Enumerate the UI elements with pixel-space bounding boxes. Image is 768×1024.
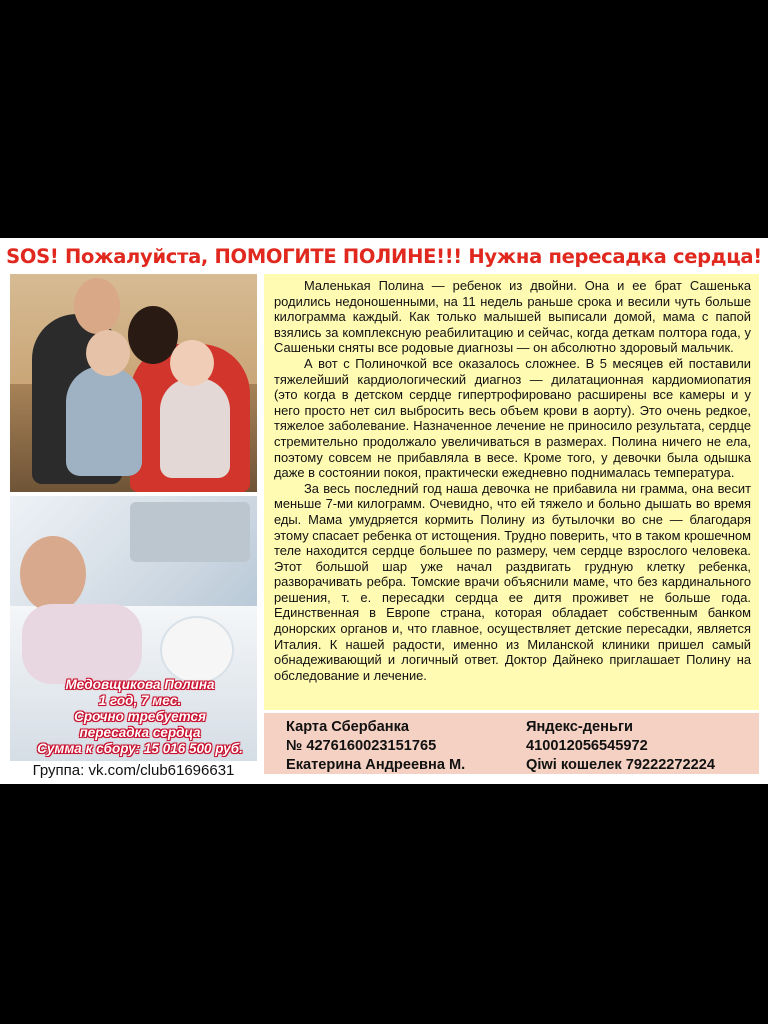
girl-figure xyxy=(160,378,230,478)
group-link[interactable]: Группа: vk.com/club61696631 xyxy=(32,762,235,779)
child-head xyxy=(20,536,86,612)
story-paragraph: А вот с Полиночкой все оказалось сложнее. В 5 месяцев ей поставили тяжелейший кардиологический диагноз — дилатационная кардиомиопатия (это когда в детском сердце гипертрофировано расширены все камеры и у него просто нет сил выбросить весь объем крови в аорту). Это очень редкое, тяжелое заболевание. Назначенное лечение не приносило результата, сердце стремительно продолжало увеличиваться в размерах. Полина ничего не ела, поэтому совсем не прибавляла в весе. Кроме того, у девочки была одышка даже в состоянии покоя, практически ежедневно поднималась температура. xyxy=(274,355,751,481)
caption-name: Медовщикова Полина xyxy=(65,677,215,692)
donation-details xyxy=(264,713,759,774)
boy-head xyxy=(86,330,130,376)
headline: SOS! Пожалуйста, ПОМОГИТЕ ПОЛИНЕ!!! Нужна пересадка сердца! xyxy=(6,244,762,268)
sberbank-block xyxy=(286,718,465,775)
caption-amount: Сумма к сбору: 15 016 500 руб. xyxy=(37,741,243,756)
story-paragraph: За весь последний год наша девочка не прибавила ни грамма, она весит меньше 7-ми килограмм. Очевидно, что ей тяжело и больно дышать во время еды. Мама умудряется кормить Полину из бутылочки во сне — благодаря этому спасает ребенка от истощения. Трудно поверить, что в таком крошечном теле находится сердце большее по размеру, чем сердце взрослого человека. Этот большой шар уже начал раздвигать грудную клетку ребенка, разворачивать ребра. Томские врачи объяснили маме, что без кардинального решения, т. е. пересадки сердца ее дитя проживет не больше года. Единственная в Европе страна, которая обладает собственным банком донорских органов и, что главное, осуществляет детские пересадки, является Италия. К нашей радости, именно из Миланской клиники пришел самый обнадеживающий и логичный ответ. Доктор Дайнеко приглашает Полину на обследование и лечение. xyxy=(274,480,751,683)
family-photo xyxy=(10,274,257,492)
story-paragraph: Маленькая Полина — ребенок из двойни. Она и ее брат Сашенька родились недоношенными, на 11 недель раньше срока и весили чуть больше килограмма каждый. Как только малышей выписали домой, мама с папой взялись за комплексную реабилитацию и сейчас, когда деткам полтора года, у Сашеньки сняты все родовые диагнозы — он абсолютно здоровый мальчик. xyxy=(274,278,751,356)
toy xyxy=(160,616,234,684)
hospital-equipment xyxy=(130,502,250,562)
card-title: Карта Сбербанка xyxy=(286,719,409,735)
card-number: № 4276160023151765 xyxy=(286,738,437,754)
story-text xyxy=(264,274,759,710)
child-body xyxy=(22,604,142,684)
qiwi-wallet: Qiwi кошелек 79222272224 xyxy=(526,757,716,773)
yandex-number: 410012056545972 xyxy=(526,738,648,754)
card-holder: Екатерина Андреевна М. xyxy=(286,757,466,773)
girl-head xyxy=(170,340,214,386)
boy-figure xyxy=(66,366,142,476)
yandex-title: Яндекс-деньги xyxy=(526,719,633,735)
photo-caption xyxy=(18,677,257,757)
hospital-photo xyxy=(10,496,257,761)
wallets-block xyxy=(526,718,715,775)
caption-age: 1 год, 7 мес. xyxy=(98,693,182,708)
flyer xyxy=(0,238,768,784)
father-head xyxy=(74,278,120,334)
caption-urgent-2: пересадка сердца xyxy=(79,725,201,740)
caption-urgent-1: Срочно требуется xyxy=(74,709,206,724)
